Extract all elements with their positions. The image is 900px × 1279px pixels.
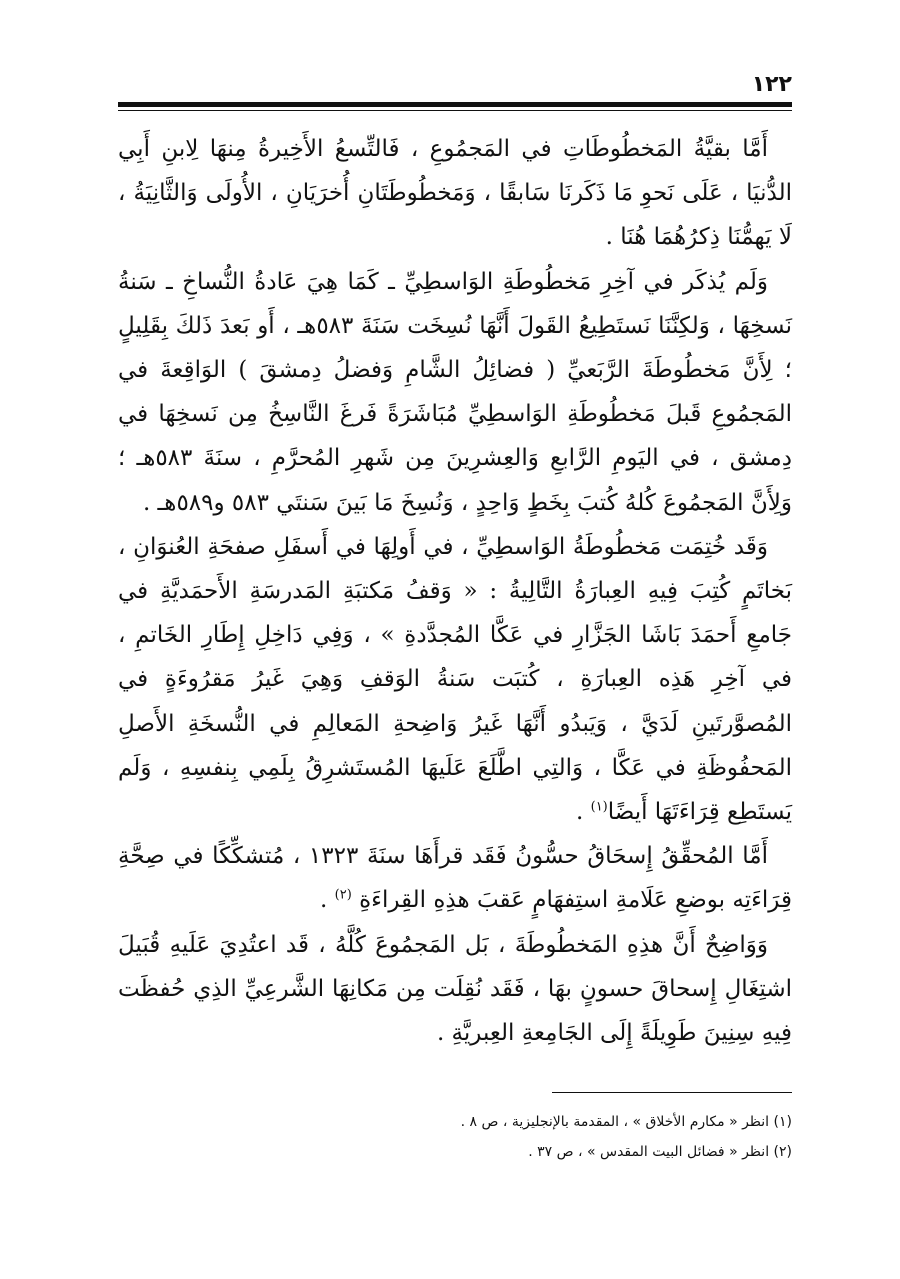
paragraph	[118, 260, 792, 525]
paragraph-text: وَقَد خُتِمَت مَخطُوطَةُ الوَاسطِيِّ ، في أَولِهَا في أَسفَلِ صفحَةِ العُنوَانِ ، بَخاتَمٍ كُتِبَ فِيهِ العِبارَةُ التَّالِيةُ : « وَقفُ مَكتبَةِ المَدرسَةِ الأَحمَديَّةِ في جَامعِ أَحمَدَ بَاشَا الجَزَّارِ في عَكَّا المُجدَّدةِ » ، وَفِي دَاخِلِ إِطَارِ الخَاتمِ ، في آخِرِ هَذِه العِبارَةِ ، كُتبَت سَنةُ الوَقفِ وَهِيَ غَيرُ مَقرُوءَةٍ في المُصوَّرتَينِ لَدَيَّ ، وَيَبدُو أَنَّهَا غَيرُ وَاضِحةِ المَعالِمِ في النُّسخَةِ الأَصلِ المَحفُوظَةِ في عَكَّا ، وَالتِي اطَّلَعَ عَلَيهَا المُستَشرِقُ بِلَمِي بِنفسِهِ ، وَلَم يَستَطِع قِرَاءَتَهَا أَيضًا	[118, 533, 792, 826]
footnote-reference: (١)	[590, 799, 608, 815]
paragraph-text: أَمَّا المُحقِّقُ إِسحَاقُ حسُّونُ فَقَد قرأَهَا سنَةَ ١٣٢٣ ، مُتشكِّكًا في صِحَّةِ قِرَاءَتِه بوضعِ عَلَامةِ استِفهَامٍ عَقبَ هذِهِ القِراءَةِ	[118, 843, 792, 914]
body-text	[118, 127, 792, 1055]
paragraph: أَمَّا المُحقِّقُ إِسحَاقُ حسُّونُ فَقَد قرأَهَا سنَةَ ١٣٢٣ ، مُتشكِّكًا في صِحَّةِ قِرَاءَتِه بوضعِ عَلَامةِ استِفهَامٍ عَقبَ هذِهِ القِراءَةِ $^{(٢)}$ .	[118, 843, 792, 914]
paragraph	[118, 923, 792, 1056]
header-rule-thin	[118, 110, 792, 111]
footnotes	[118, 1092, 792, 1167]
page-number: ١٢٢	[751, 72, 792, 97]
paragraph-text: وَوَاضِحٌ أَنَّ هذِهِ المَخطُوطَةَ ، بَل المَجمُوعَ كُلَّهُ ، قَد اعتُدِيَ عَلَيهِ قُبَيلَ اشتِغَالِ إِسحاقَ حسونٍ بهَا ، فَقَد نُقِلَت مِن مَكانِهَا الشَّرعِيِّ الذِي حُفظَت فِيهِ سِنِينَ طَوِيلَةً إِلَى الجَامِعةِ العِبريَّةِ .	[118, 931, 792, 1047]
paragraph-text: وَلَم يُذكَر في آخِرِ مَخطُوطَةِ الوَاسطِيِّ ـ كَمَا هِيَ عَادةُ النُّساخِ ـ سَنةُ نَسخِهَا ، وَلكِنَّنَا نَستَطِيعُ القَولَ أَنَّهَا نُسِخَت سَنَةَ ٥٨٣هـ ، أَو بَعدَ ذَلكَ بِقَلِيلٍ ؛ لِأَنَّ مَخطُوطَةَ الرَّبَعيِّ ( فضائِلُ الشَّامِ وَفضلُ دِمشقَ ) الوَاقِعةَ في المَجمُوعِ قَبلَ مَخطُوطَةِ الوَاسطِيِّ مُبَاشَرَةً فَرغَ النَّاسِخُ مِن نَسخِهَا في دِمشق ، في اليَومِ الرَّابعِ وَالعِشرِينَ مِن شَهرِ المُحرَّمِ ، سنَةَ ٥٨٣هـ ؛ وَلِأَنَّ المَجمُوعَ كُلهُ كُتبَ بِخَطٍ وَاحِدٍ ، وَنُسِخَ مَا بَينَ سَنتَي ٥٨٣ و٥٨٩هـ .	[118, 268, 792, 516]
paragraph-text: أَمَّا بقيَّةُ المَخطُوطَاتِ في المَجمُوعِ ، فَالتِّسعُ الأَخِيرةُ مِنهَا لِابنِ أَبِي الدُّنيَا ، عَلَى نَحوِ مَا ذَكَرنَا سَابقًا ، وَمَخطُوطَتَانِ أُخرَيَانِ ، الأُولَى وَالثَّانِيَةُ ، لَا يَهمُّنَا ذِكرُهُمَا هُنَا .	[118, 136, 792, 251]
paragraph	[118, 127, 792, 260]
footnote-reference: (٢)	[334, 887, 352, 903]
paragraph: وَقَد خُتِمَت مَخطُوطَةُ الوَاسطِيِّ ، في أَولِهَا في أَسفَلِ صفحَةِ العُنوَانِ ، بَخاتَمٍ كُتِبَ فِيهِ العِبارَةُ التَّالِيةُ : « وَقفُ مَكتبَةِ المَدرسَةِ الأَحمَديَّةِ في جَامعِ أَحمَدَ بَاشَا الجَزَّارِ في عَكَّا المُجدَّدةِ » ، وَفِي دَاخِلِ إِطَارِ الخَاتمِ ، في آخِرِ هَذِه العِبارَةِ ، كُتبَت سَنةُ الوَقفِ وَهِيَ غَيرُ مَقرُوءَةٍ في المُصوَّرتَينِ لَدَيَّ ، وَيَبدُو أَنَّهَا غَيرُ وَاضِحةِ المَعالِمِ في النُّسخَةِ الأَصلِ المَحفُوظَةِ في عَكَّا ، وَالتِي اطَّلَعَ عَلَيهَا المُستَشرِقُ بِلَمِي بِنفسِهِ ، وَلَم يَستَطِع قِرَاءَتَهَا أَيضًا$^{(١)}$ .	[118, 533, 792, 826]
footnote: (١) انظر « مكارم الأخلاق » ، المقدمة بالإنجليزية ، ص ٨ .	[460, 1114, 792, 1130]
header-rule-thick	[118, 102, 792, 107]
page-body	[118, 70, 792, 1055]
footnote: (٢) انظر « فضائل البيت المقدس » ، ص ٣٧ .	[528, 1144, 792, 1160]
footnote-rule	[552, 1092, 792, 1093]
